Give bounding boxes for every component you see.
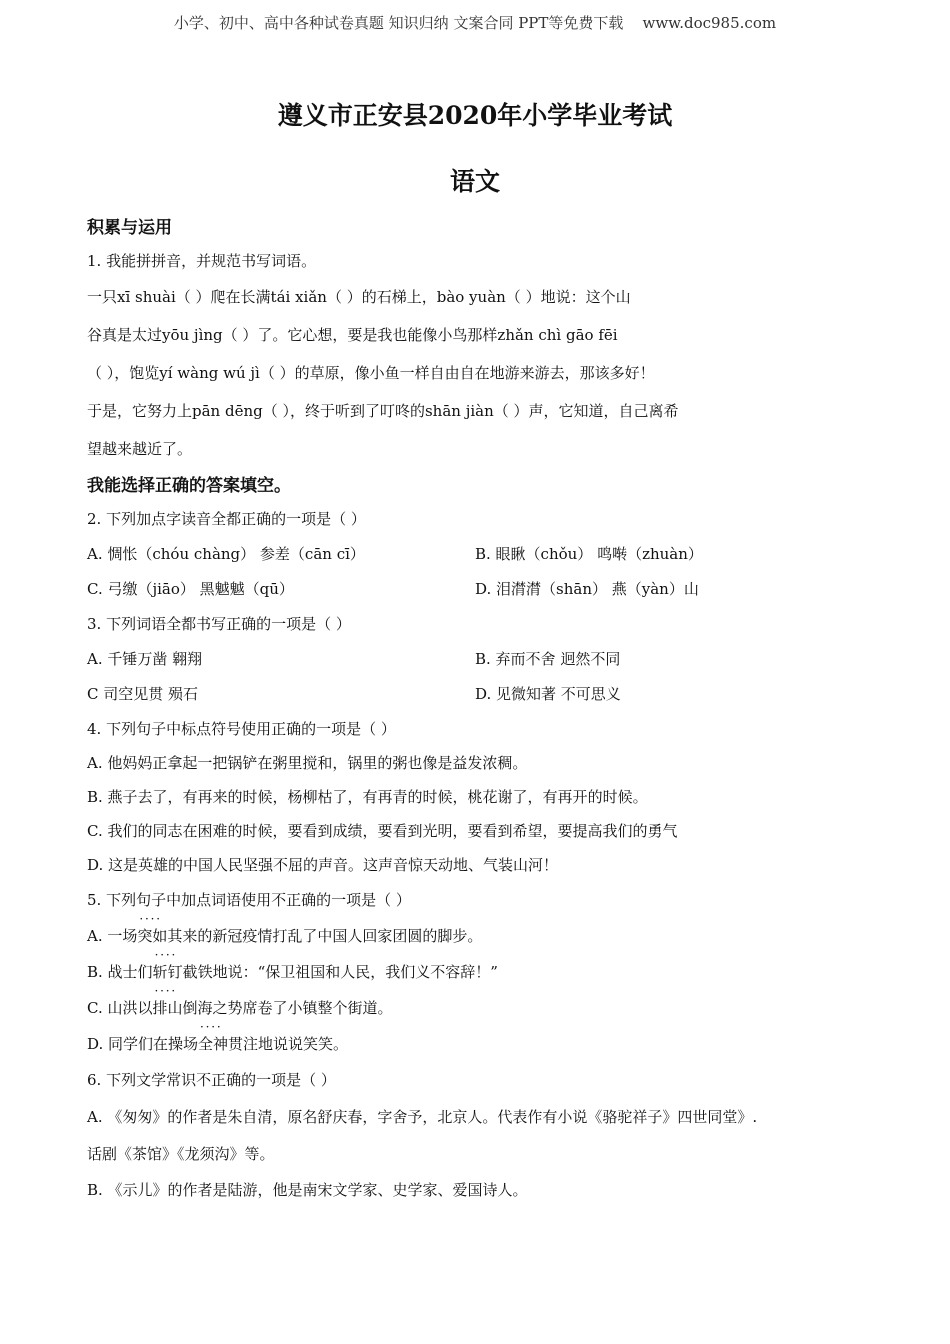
option-6b: B. 《示儿》的作者是陆游，他是南宋文学家、史学家、爱国诗人。 xyxy=(87,1181,528,1199)
passage-line: 一只xī shuài（ ）爬在长满tái xiǎn（ ）的石梯上，bào yuàn（ ）地说：这个山 xyxy=(87,288,631,306)
exam-title: 遵义市正安县2020年小学毕业考试 xyxy=(277,101,673,130)
option-6a-line1: A. 《匆匆》的作者是朱自清，原名舒庆春，字舍予，北京人。代表作有小说《骆驼祥子》四世同堂》. xyxy=(87,1108,758,1126)
question-3-stem: 3. 下列词语全都书写正确的一项是（ ） xyxy=(87,615,351,633)
dotted-phrase: · · · · 突如其来 xyxy=(137,927,197,945)
exam-subject: 语文 xyxy=(449,167,500,196)
section-heading-accumulation: 积累与运用 xyxy=(87,218,172,238)
question-2-options-row xyxy=(87,537,877,572)
passage-line: 于是，它努力上pān dēng（ ），终于听到了叮咚的shān jiàn（ ）声，它知道，自己离希 xyxy=(87,402,679,420)
page-header: 小学、初中、高中各种试卷真题 知识归纳 文案合同 PPT等免费下载 www.doc985.com xyxy=(173,14,777,32)
option-3d: D. 见微知著 不可思义 xyxy=(475,685,621,703)
option-5b: B. 战士们· · · · 斩钉截铁地说：“保卫祖国和人民，我们义不容辞！” xyxy=(87,954,877,990)
question-2-stem: 2. 下列加点字读音全都正确的一项是（ ） xyxy=(87,510,366,528)
option-4b: B. 燕子去了，有再来的时候，杨柳枯了，有再青的时候，桃花谢了，有再开的时候。 xyxy=(87,788,648,806)
option-4c: C. 我们的同志在困难的时候，要看到成绩，要看到光明，要看到希望，要提高我们的勇气 xyxy=(87,822,678,840)
dotted-phrase: · · · · 排山倒海 xyxy=(152,999,212,1017)
option-2c: C. 弓缴（jiāo） 黑魆魆（qū） xyxy=(87,580,294,598)
option-2b: B. 眼瞅（chǒu） 鸣啭（zhuàn） xyxy=(475,545,703,563)
section-heading-choice: 我能选择正确的答案填空。 xyxy=(87,476,291,496)
option-4d: D. 这是英雄的中国人民坚强不屈的声音。这声音惊天动地、气装山河！ xyxy=(87,856,559,874)
question-4-stem: 4. 下列句子中标点符号使用正确的一项是（ ） xyxy=(87,720,396,738)
question-6-stem: 6. 下列文学常识不正确的一项是（ ） xyxy=(87,1071,336,1089)
option-2a: A. 惆怅（chóu chàng） 参差（cān cī） xyxy=(87,545,365,563)
exam-content xyxy=(87,212,877,1208)
option-4a: A. 他妈妈正拿起一把锅铲在粥里搅和，锅里的粥也像是益发浓稠。 xyxy=(87,754,528,772)
passage-line: （ ），饱览yí wàng wú jì（ ）的草原，像小鱼一样自由自在地游来游去，那该多好！ xyxy=(87,364,655,382)
question-5-stem: 5. 下列句子中加点词语使用不正确的一项是（ ） xyxy=(87,891,411,909)
question-3-options-row xyxy=(87,642,877,677)
option-5a: A. 一场· · · · 突如其来的新冠疫情打乱了中国人回家团圆的脚步。 xyxy=(87,918,877,954)
option-5c: C. 山洪以· · · · 排山倒海之势席卷了小镇整个街道。 xyxy=(87,990,877,1026)
question-1-stem: 1. 我能拼拼音，并规范书写词语。 xyxy=(87,252,317,270)
question-2-options-row xyxy=(87,572,877,607)
option-5d: D. 同学们在操场· · · · 全神贯注地说说笑笑。 xyxy=(87,1026,877,1062)
option-6a-line2: 话剧《茶馆》《龙须沟》等。 xyxy=(87,1145,275,1163)
dotted-phrase: · · · · 全神贯注 xyxy=(198,1035,258,1053)
passage-line: 谷真是太过yōu jìng（ ）了。它心想，要是我也能像小鸟那样zhǎn chì gāo fēi xyxy=(87,326,618,344)
option-3c: C 司空见贯 殒石 xyxy=(87,685,199,703)
dotted-phrase: · · · · 斩钉截铁 xyxy=(153,963,213,981)
option-3b: B. 弃而不舍 迥然不同 xyxy=(475,650,621,668)
option-3a: A. 千锤万凿 翱翔 xyxy=(87,650,203,668)
question-3-options-row xyxy=(87,677,877,712)
passage-line: 望越来越近了。 xyxy=(87,440,193,458)
option-2d: D. 泪潸潸（shān） 燕（yàn）山 xyxy=(475,580,699,598)
